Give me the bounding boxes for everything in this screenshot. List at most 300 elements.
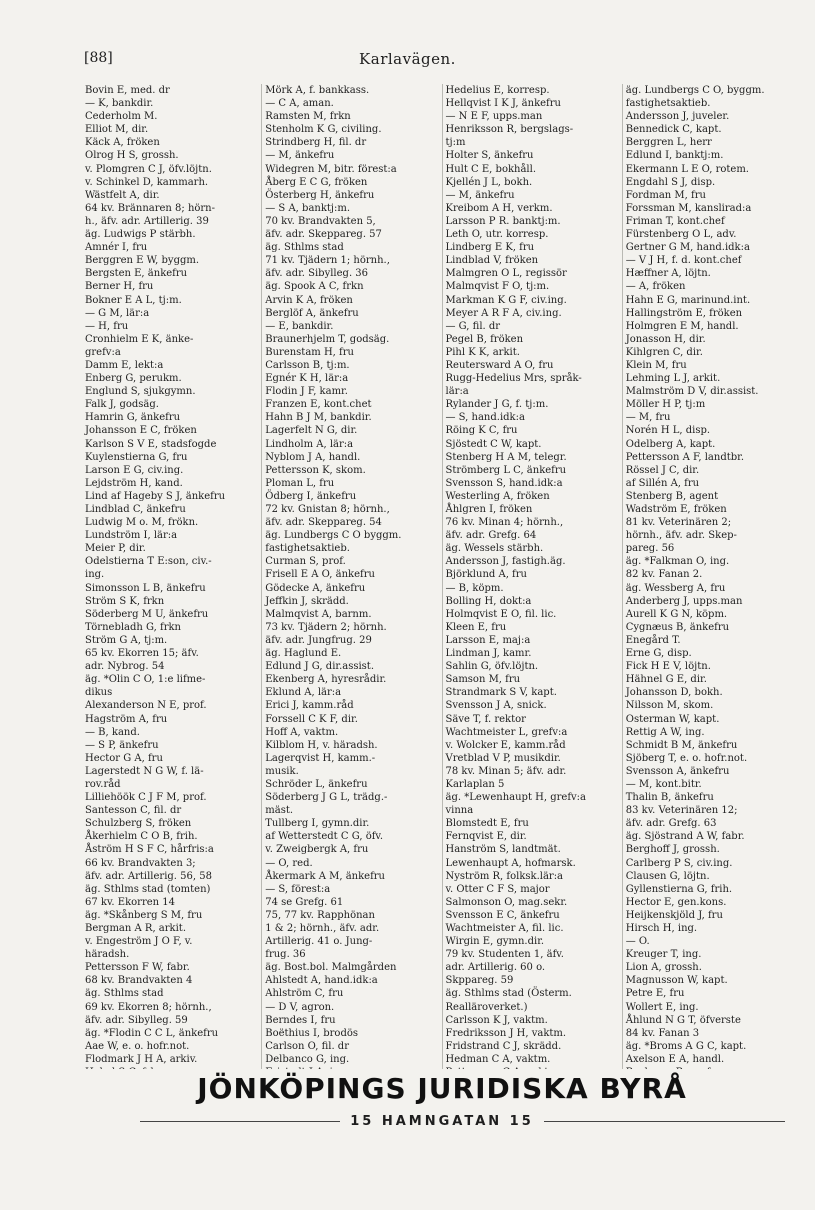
directory-entry: [626, 1066, 799, 1069]
directory-entry: 1 & 2; hörnh., äfv. adr.: [265, 923, 380, 934]
directory-entry: — H, fru: [85, 320, 129, 332]
directory-entry: [85, 1066, 258, 1069]
directory-entry: Lilliehöök C J F M, prof.: [85, 792, 207, 804]
directory-entry: Strindberg H, fil. dr: [265, 137, 367, 149]
directory-entry: af Sillén A, fru: [625, 477, 700, 489]
directory-entry: Skppareg. 59: [445, 975, 514, 987]
directory-entry: Rössel J C, dir.: [625, 464, 700, 476]
directory-entry: Åberg E C G, fröken: [265, 176, 368, 188]
directory-entry: Anderberg J, upps.man: [625, 595, 743, 607]
directory-entry: Wollert E, ing.: [625, 1001, 699, 1013]
directory-entry: äg. *Lewenhaupt H, grefv:a: [445, 792, 586, 804]
directory-entry: v. Wolcker E, kamm.råd: [445, 739, 566, 751]
directory-entry: Larson E G, civ.ing.: [85, 464, 184, 476]
directory-entry: Friman T, kont.chef: [625, 215, 725, 227]
directory-entry: Bokner E A L, tj:m.: [85, 294, 182, 306]
directory-entry: Bovin E, med. dr: [85, 85, 170, 96]
directory-entry: äfv. adr. Jungfrug. 29: [265, 634, 372, 646]
directory-entry: Frisell E A O, änkefru: [265, 569, 375, 581]
directory-entry: Ludwig M o. M, frökn.: [85, 517, 199, 529]
directory-entry: — G, fil. dr: [445, 320, 501, 332]
directory-entry: Berner H, fru: [85, 281, 154, 293]
directory-entry: Johansson E C, fröken: [85, 425, 197, 437]
directory-entry: Lindblad C, änkefru: [85, 504, 186, 515]
page-number: [88]: [84, 50, 113, 66]
directory-entry: Åkermark A M, änkefru: [265, 870, 385, 882]
directory-entry: Meier P, dir.: [85, 543, 146, 555]
directory-entry: Malmqvist F O, tj:m.: [445, 281, 550, 293]
directory-entry: Hector G A, fru: [85, 752, 163, 764]
directory-entry: Henriksson R, bergslags-: [445, 124, 574, 136]
directory-entry: ing.: [85, 569, 105, 581]
directory-entry: Bergsten E, änkefru: [85, 268, 188, 280]
directory-entry: Schmidt B M, änkefru: [625, 739, 738, 751]
directory-entry: Schröder L, änkefru: [265, 778, 368, 790]
directory-entry: Berndes I, fru: [265, 1014, 336, 1026]
directory-entry: v. Engeström J O F, v.: [85, 936, 193, 948]
directory-entry: Boëthius I, brodös: [265, 1027, 359, 1039]
directory-entry: Elliot M, dir.: [85, 124, 149, 136]
directory-entry: äfv. adr. Artillerig. 56, 58: [85, 870, 212, 882]
directory-entry: Söderberg M U, änkefru: [85, 608, 209, 620]
directory-entry: adr. Nybrog. 54: [85, 661, 165, 673]
directory-entry: Berglöf A, änkefru: [265, 307, 359, 319]
directory-column-1: [82, 84, 261, 1069]
directory-entry: äg. *Skånberg S M, fru: [85, 909, 203, 921]
directory-entry: — M, kont.bitr.: [625, 778, 702, 790]
directory-entry: Hirsch H, ing.: [625, 923, 698, 934]
directory-entry: Svensson E C, änkefru: [445, 909, 560, 921]
directory-entry: Malmgren O L, regissör: [445, 268, 567, 280]
directory-entry: Artillerig. 41 o. Jung-: [265, 936, 373, 948]
directory-entry: Sjöstedt C W, kapt.: [445, 438, 542, 450]
directory-entry: Eklund A, lär:a: [265, 687, 342, 699]
directory-entry: Lindholm A, lär:a: [265, 438, 354, 450]
directory-entry: 70 kv. Brandvakten 5,: [265, 215, 376, 227]
directory-entry: Reutersward A O, fru: [445, 359, 554, 371]
directory-entry: Röing K C, fru: [445, 425, 518, 437]
directory-entry: Åhlund N G T, öfverste: [625, 1014, 741, 1026]
directory-entry: Clausen G, löjtn.: [625, 870, 710, 882]
directory-entry: äg. Sthlms stad: [85, 988, 164, 1000]
directory-entry: 84 kv. Fanan 3: [625, 1027, 700, 1039]
directory-entry: äg. Sthlms stad (Österm.: [445, 988, 572, 1000]
directory-entry: 74 se Grefg. 61: [265, 896, 344, 908]
directory-entry: Fordman M, fru: [625, 189, 706, 201]
directory-entry: Osterman W, kapt.: [625, 713, 720, 725]
directory-entry: Pettersson A F, landtbr.: [625, 451, 745, 463]
directory-columns: [82, 84, 802, 1069]
directory-entry: 69 kv. Ekorren 8; hörnh.,: [85, 1001, 212, 1013]
directory-entry: Ahlström C, fru: [265, 988, 344, 1000]
directory-entry: rov.råd: [85, 778, 121, 790]
directory-entry: Karlson S V E, stadsfogde: [85, 438, 217, 450]
directory-entry: Kilblom H, v. häradsh.: [265, 739, 378, 751]
directory-entry: Wadström E, fröken: [625, 504, 727, 515]
directory-entry: Carlsson K J, vaktm.: [445, 1014, 548, 1026]
directory-entry: äg. Ludwigs P stärbh.: [85, 229, 196, 241]
directory-entry: äfv. adr. Grefg. 64: [445, 530, 537, 542]
directory-entry: Sahlin G, öfv.löjtn.: [445, 661, 539, 673]
directory-entry: Kuylenstierna G, fru: [85, 451, 188, 463]
directory-entry: fastighetsaktieb.: [625, 98, 711, 110]
directory-entry: grefv:a: [85, 346, 121, 358]
directory-entry: Malmqvist A, barnm.: [265, 608, 372, 620]
directory-entry: frug. 36: [265, 949, 306, 961]
directory-entry: — N E F, upps.man: [445, 111, 543, 123]
directory-entry: äg. Sjöstrand A W, fabr.: [625, 831, 745, 843]
directory-entry: 78 kv. Minan 5; äfv. adr.: [445, 765, 567, 777]
directory-entry: Strandmark S V, kapt.: [445, 687, 557, 699]
directory-entry: — S A, banktj:m.: [265, 202, 351, 214]
directory-entry: vinna: [445, 805, 474, 817]
directory-entry: äg. *Broms A G C, kapt.: [625, 1040, 747, 1052]
directory-entry: Holmqvist E O, fil. lic.: [445, 608, 557, 620]
directory-entry: Larsson P R. banktj:m.: [445, 215, 561, 227]
directory-entry: adr. Artillerig. 60 o.: [445, 962, 546, 974]
directory-entry: Vretblad V P, musikdir.: [445, 752, 561, 764]
directory-entry: Hector E, gen.kons.: [625, 896, 727, 908]
directory-entry: 65 kv. Ekorren 15; äfv.: [85, 648, 199, 660]
directory-entry: Jeffkin J, skrädd.: [265, 595, 349, 607]
directory-entry: Larsson E, maj:a: [445, 634, 531, 646]
directory-entry: äg. Sthlms stad: [265, 242, 344, 254]
directory-entry: Delbanco G, ing.: [265, 1053, 350, 1065]
directory-entry: — M, fru: [625, 412, 671, 424]
directory-entry: Englund S, sjukgymn.: [85, 386, 196, 398]
directory-entry: Cygnæus B, änkefru: [625, 621, 730, 633]
directory-entry: Gertner G M, hand.idk:a: [625, 242, 750, 254]
directory-entry: äfv. adr. Skeppareg. 54: [265, 517, 382, 529]
directory-entry: Holter S, änkefru: [445, 150, 534, 162]
directory-entry: Bennedick C, kapt.: [625, 124, 722, 136]
directory-entry: Petre E, fru: [625, 988, 685, 1000]
directory-entry: Schulzberg S, fröken: [85, 818, 192, 830]
directory-entry: Lindberg E K, fru: [445, 242, 535, 254]
directory-entry: Nilsson M, skom.: [625, 700, 714, 712]
directory-entry: Åkerhielm C O B, frih.: [85, 831, 198, 843]
directory-entry: Thalin B, änkefru: [625, 792, 714, 804]
directory-entry: mäst.: [265, 805, 294, 817]
directory-column-3: [442, 84, 622, 1069]
directory-entry: Lehming L J, arkit.: [625, 373, 721, 385]
directory-entry: Klein M, fru: [625, 359, 687, 371]
directory-entry: Flodin J F, kamr.: [265, 386, 348, 398]
directory-entry: Amnér I, fru: [85, 242, 148, 254]
directory-entry: 75, 77 kv. Rapphönan: [265, 909, 375, 921]
directory-entry: Åström H S F C, hårfris:a: [85, 844, 214, 856]
directory-entry: Ödberg I, änkefru: [265, 490, 357, 502]
directory-entry: Braunerhjelm T, godsäg.: [265, 333, 390, 345]
directory-entry: Berggren L, herr: [625, 137, 712, 149]
directory-entry: Stenholm K G, civiling.: [265, 124, 382, 136]
directory-entry: Ekenberg A, hyresrådir.: [265, 674, 387, 686]
directory-entry: Widegren M, bitr. förest:a: [265, 163, 397, 175]
directory-entry: Arvin K A, fröken: [265, 294, 353, 306]
directory-entry: Heijkenskjöld J, fru: [625, 909, 723, 921]
directory-entry: Axelson E A, handl.: [625, 1053, 725, 1065]
directory-entry: — D V, agron.: [265, 1001, 335, 1013]
directory-entry: Forssman M, kanslirad:a: [625, 202, 752, 214]
directory-entry: Rylander J G, f. tj:m.: [445, 399, 549, 411]
directory-entry: — M, änkefru: [445, 189, 515, 201]
directory-entry: Fick H E V, löjtn.: [625, 661, 711, 673]
page-title: Karlavägen.: [359, 50, 456, 68]
directory-entry: Ström G A, tj:m.: [85, 634, 168, 646]
directory-entry: Hamrin G, änkefru: [85, 412, 181, 424]
directory-entry: Realläroverket.): [445, 1001, 528, 1013]
directory-entry: äfv. adr. Sibylleg. 59: [85, 1014, 188, 1026]
directory-entry: Pettersson K, skom.: [265, 464, 366, 476]
directory-entry: af Wetterstedt C G, öfv.: [265, 831, 384, 843]
directory-entry: Carlberg P S, civ.ing.: [625, 857, 733, 869]
directory-entry: Leth O, utr. korresp.: [445, 229, 549, 241]
directory-entry: 82 kv. Fanan 2.: [625, 569, 703, 581]
directory-entry: Käck A, fröken: [85, 137, 160, 149]
advertisement-address: 15 HAMNGATAN 15: [340, 1114, 544, 1129]
directory-entry: v. Schinkel D, kammarh.: [85, 176, 209, 188]
directory-entry: 79 kv. Studenten 1, äfv.: [445, 949, 564, 961]
directory-entry: Lindblad V, fröken: [445, 255, 539, 267]
directory-entry: äfv. adr. Skeppareg. 57: [265, 229, 382, 241]
directory-entry: äfv. adr. Sibylleg. 36: [265, 268, 369, 280]
directory-entry: Carlson O, fil. dr: [265, 1040, 349, 1052]
directory-entry: pareg. 56: [625, 543, 675, 555]
directory-entry: Kreibom A H, verkm.: [445, 202, 553, 214]
directory-entry: Möller H P, tj:m: [625, 399, 706, 411]
directory-entry: Salmonson O, mag.sekr.: [445, 896, 568, 908]
directory-entry: Gödecke A, änkefru: [265, 582, 366, 594]
directory-entry: Hallingström E, fröken: [625, 307, 743, 319]
directory-entry: Egnér K H, lär:a: [265, 373, 349, 385]
directory-entry: äg. Spook A C, frkn: [265, 281, 364, 293]
directory-entry: lär:a: [445, 386, 469, 398]
directory-entry: Rettig A W, ing.: [625, 726, 705, 738]
directory-entry: Ekermann L E O, rotem.: [625, 163, 749, 175]
directory-entry: — S, förest:a: [265, 883, 331, 895]
directory-entry: Edlund J G, dir.assist.: [265, 661, 374, 673]
directory-entry: v. Zweigbergk A, fru: [265, 844, 369, 856]
directory-entry: Markman K G F, civ.ing.: [445, 294, 567, 306]
directory-entry: — B, köpm.: [445, 582, 504, 594]
directory-entry: Aae W, e. o. hofr.not.: [85, 1040, 190, 1052]
directory-entry: äg. Wessels stärbh.: [445, 543, 544, 555]
directory-entry: Erici J, kamm.råd: [265, 700, 354, 712]
directory-entry: Tullberg I, gymn.dir.: [265, 818, 370, 830]
directory-entry: 83 kv. Veterinären 12;: [625, 805, 738, 817]
directory-entry: Enegård T.: [625, 634, 681, 646]
directory-entry: 66 kv. Brandvakten 3;: [85, 857, 196, 869]
directory-entry: Pettersson F W, fabr.: [85, 962, 190, 974]
directory-entry: 64 kv. Brännaren 8; hörn-: [85, 202, 216, 214]
directory-entry: Franzen E, kont.chet: [265, 399, 372, 411]
directory-entry: Kleen E, fru: [445, 621, 507, 633]
directory-entry: Holmgren E M, handl.: [625, 320, 739, 332]
directory-entry: Åhlgren I, fröken: [445, 504, 533, 515]
directory-entry: Flodmark J H A, arkiv.: [85, 1053, 198, 1065]
directory-entry: Berghoff J, grossh.: [625, 844, 720, 856]
directory-entry: häradsh.: [85, 949, 130, 961]
directory-entry: Hanström S, landtmät.: [445, 844, 561, 856]
directory-entry: Lind af Hageby S J, änkefru: [85, 490, 226, 502]
directory-entry: Kihlgren C, dir.: [625, 346, 703, 358]
directory-entry: äfv. adr. Grefg. 63: [625, 818, 717, 830]
directory-entry: Lagerstedt N G W, f. lä-: [85, 765, 204, 777]
directory-entry: äg. Lundbergs C O byggm.: [265, 530, 402, 542]
directory-entry: Svensson A, änkefru: [625, 765, 730, 777]
directory-entry: Erne G, disp.: [625, 648, 692, 660]
directory-entry: musik.: [265, 765, 299, 777]
directory-entry: Falk J, godsäg.: [85, 399, 159, 411]
directory-entry: Hedman C A, vaktm.: [445, 1053, 551, 1065]
directory-entry: 67 kv. Ekorren 14: [85, 896, 175, 908]
directory-entry: Cronhielm E K, änke-: [85, 333, 194, 345]
directory-entry: fastighetsaktieb.: [265, 543, 350, 555]
directory-entry: Enberg G, perukm.: [85, 373, 182, 385]
directory-entry: Wirgin E, gymn.dir.: [445, 936, 545, 948]
directory-entry: Hæffner A, löjtn.: [625, 268, 711, 280]
directory-entry: Hagström A, fru: [85, 713, 168, 725]
directory-entry: Edlund I, banktj:m.: [625, 150, 724, 162]
directory-entry: Österberg H, änkefru: [265, 189, 375, 201]
directory-entry: — G M, lär:a: [85, 307, 150, 319]
directory-entry: 71 kv. Tjädern 1; hörnh.,: [265, 255, 390, 267]
directory-entry: Simonsson L B, änkefru: [85, 582, 206, 594]
directory-entry: Burenstam H, fru: [265, 346, 354, 358]
directory-entry: — S P, änkefru: [85, 739, 159, 751]
directory-entry: Santesson C, fil. dr: [85, 805, 182, 817]
directory-entry: Lion A, grossh.: [625, 962, 702, 974]
directory-entry: äg. *Flodin C C L, änkefru: [85, 1027, 219, 1039]
directory-entry: Fernqvist E, dir.: [445, 831, 527, 843]
directory-entry: Engdahl S J, disp.: [625, 176, 716, 188]
directory-entry: Norén H L, disp.: [625, 425, 711, 437]
directory-entry: Stenberg H A M, telegr.: [445, 451, 567, 463]
directory-entry: Törnebladh G, frkn: [85, 621, 181, 633]
directory-entry: Björklund A, fru: [445, 569, 527, 581]
directory-entry: Wachtmeister A, fil. lic.: [445, 923, 564, 934]
directory-entry: — O, red.: [265, 857, 313, 869]
directory-entry: — C A, aman.: [265, 98, 334, 110]
directory-entry: v. Plomgren C J, öfv.löjtn.: [85, 163, 212, 175]
directory-entry: Meyer A R F A, civ.ing.: [445, 307, 562, 319]
directory-entry: äg. Sthlms stad (tomten): [85, 883, 211, 895]
directory-entry: Westerling A, fröken: [445, 490, 550, 502]
directory-entry: Hedelius E, korresp.: [445, 85, 550, 96]
directory-entry: Hellqvist I K J, änkefru: [445, 98, 561, 110]
directory-entry: äg. *Falkman O, ing.: [625, 556, 730, 568]
directory-column-4: [622, 84, 802, 1069]
directory-entry: Curman S, prof.: [265, 556, 346, 568]
directory-entry: — O.: [625, 936, 650, 948]
directory-entry: Fredriksson J H, vaktm.: [445, 1027, 567, 1039]
directory-entry: Lagerqvist H, kamm.-: [265, 752, 376, 764]
directory-entry: dikus: [85, 687, 113, 699]
directory-entry: Gyllenstierna G, frih.: [625, 883, 733, 895]
directory-entry: Samson M, fru: [445, 674, 521, 686]
directory-entry: Nyström R, folksk.lär:a: [445, 870, 564, 882]
directory-entry: Lindman J, kamr.: [445, 648, 532, 660]
directory-entry: 73 kv. Tjädern 2; hörnh.: [265, 621, 387, 633]
directory-entry: Damm E, lekt:a: [85, 359, 164, 371]
directory-entry: v. Otter C F S, major: [445, 883, 550, 895]
directory-entry: Berggren E W, byggm.: [85, 255, 200, 267]
directory-entry: Svensson S, hand.idk:a: [445, 477, 563, 489]
directory-entry: h., äfv. adr. Artillerig. 39: [85, 215, 209, 227]
directory-entry: Blomstedt E, fru: [445, 818, 529, 830]
directory-entry: — E, bankdir.: [265, 320, 334, 332]
directory-entry: Ploman L, fru: [265, 477, 335, 489]
directory-entry: Bergman A R, arkit.: [85, 923, 186, 934]
directory-entry: Fürstenberg O L, adv.: [625, 229, 737, 241]
directory-entry: Svensson J A, snick.: [445, 700, 547, 712]
directory-entry: Pihl K K, arkit.: [445, 346, 520, 358]
directory-entry: Mörk A, f. bankkass.: [265, 85, 370, 96]
directory-entry: Ramsten M, frkn: [265, 111, 351, 123]
directory-entry: Pegel B, fröken: [445, 333, 524, 345]
directory-entry: Karlaplan 5: [445, 778, 505, 790]
directory-entry: Fridstrand C J, skrädd.: [445, 1040, 562, 1052]
directory-entry: — K, bankdir.: [85, 98, 154, 110]
directory-entry: 72 kv. Gnistan 8; hörnh.,: [265, 504, 390, 515]
directory-entry: Lewenhaupt A, hofmarsk.: [445, 857, 576, 869]
directory-entry: Lejdström H, kand.: [85, 477, 183, 489]
directory-entry: Kjellén J L, bokh.: [445, 176, 533, 188]
directory-entry: 81 kv. Veterinären 2;: [625, 517, 732, 529]
directory-entry: — B, kand.: [85, 726, 140, 738]
directory-entry: hörnh., äfv. adr. Skep-: [625, 530, 737, 542]
directory-entry: äg. Wessberg A, fru: [625, 582, 726, 594]
directory-entry: Sjöberg T, e. o. hofr.not.: [625, 752, 748, 764]
advertisement-title: JÖNKÖPINGS JURIDISKA BYRÅ: [197, 1072, 687, 1105]
directory-entry: Malmström D V, dir.assist.: [625, 386, 759, 398]
directory-entry: Ahlstedt A, hand.idk:a: [265, 975, 378, 987]
directory-entry: äg. Bost.bol. Malmgården: [265, 962, 397, 974]
directory-entry: tj:m: [445, 137, 466, 149]
directory-entry: Stenberg B, agent: [625, 490, 719, 502]
directory-entry: Jonasson H, dir.: [625, 333, 706, 345]
directory-entry: Hult C E, bokhåll.: [445, 163, 537, 175]
directory-entry: äg. *Olin C O, 1:e lifme-: [85, 674, 206, 686]
directory-entry: Hahn B J M, bankdir.: [265, 412, 372, 424]
directory-entry: — V J H, f. d. kont.chef: [625, 255, 742, 267]
directory-entry: Hoff A, vaktm.: [265, 726, 339, 738]
directory-entry: Lundström I, lär:a: [85, 530, 178, 542]
directory-entry: Odelstierna T E:son, civ.-: [85, 556, 212, 568]
directory-entry: Ström S K, frkn: [85, 595, 165, 607]
directory-entry: Carlsson B, tj:m.: [265, 359, 350, 371]
directory-entry: Aurell K G N, köpm.: [625, 608, 728, 620]
directory-entry: Säve T, f. rektor: [445, 713, 526, 725]
directory-entry: Andersson J, fastigh.äg.: [445, 556, 566, 568]
directory-entry: — A, fröken: [625, 281, 686, 293]
directory-entry: Olrog H S, grossh.: [85, 150, 179, 162]
directory-entry: Rugg-Hedelius Mrs, språk-: [445, 373, 582, 385]
directory-entry: Wachtmeister L, grefv:a: [445, 726, 568, 738]
directory-entry: Odelberg A, kapt.: [625, 438, 716, 450]
directory-entry: Strömberg L C, änkefru: [445, 464, 567, 476]
directory-entry: äg. Haglund E.: [265, 648, 342, 660]
directory-entry: Alexanderson N E, prof.: [85, 700, 207, 712]
directory-entry: Nyblom J A, handl.: [265, 451, 361, 463]
directory-entry: Cederholm M.: [85, 111, 158, 123]
directory-entry: Hähnel G E, dir.: [625, 674, 707, 686]
directory-entry: Magnusson W, kapt.: [625, 975, 728, 987]
directory-entry: Wästfelt A, dir.: [85, 189, 160, 201]
directory-entry: Söderberg J G L, trädg.-: [265, 792, 388, 804]
directory-entry: [446, 1066, 619, 1069]
directory-entry: Lagerfelt N G, dir.: [265, 425, 358, 437]
